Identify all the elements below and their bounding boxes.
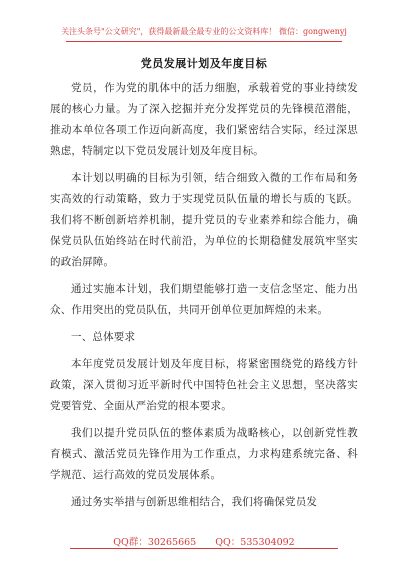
document-title: 党员发展计划及年度目标 xyxy=(140,57,268,70)
paragraph-measures: 通过务实举措与创新思维相结合，我们将确保党员发 xyxy=(71,496,318,508)
paragraph-plan: 本计划以明确的目标为引领，结合细致入微的工作布局和务实高效的行动策略，致力于实现党员队伍量的增长与质的飞跃。我们将不断创新培养机制，提升党员的专业素养和综合能力，确保党员队伍始终站在时代前沿，为单位的长期稳健发展筑牢坚实的政治屏障。 xyxy=(50,172,358,268)
document-body xyxy=(50,78,358,519)
footer-contact xyxy=(0,534,408,548)
footer-divider xyxy=(70,548,338,549)
footer-qq: QQ：535304092 xyxy=(215,537,295,548)
section-heading-general-requirements: 一、总体要求 xyxy=(71,331,136,343)
paragraph-strategy: 我们以提升党员队伍的整体素质为战略核心，以创新党性教育模式、激活党员先锋作用为工作重点，力求构建系统完备、科学规范、运行高效的党员发展体系。 xyxy=(50,427,358,481)
paragraph-intro: 党员，作为党的肌体中的活力细胞，承载着党的事业持续发展的核心力量。为了深入挖掘并充分发挥党员的先锋模范潜能，推动本单位各项工作迈向新高度，我们紧密结合实际，经过深思熟虑，特制定以下党员发展计划及年度目标。 xyxy=(50,82,358,157)
header-banner: 关注头条号"公文研究"，获得最新最全最专业的公文资料库！ 微信：gongwenyj xyxy=(61,27,347,36)
paragraph-expectation: 通过实施本计划，我们期望能够打造一支信念坚定、能力出众、作用突出的党员队伍，共同开创单位更加辉煌的未来。 xyxy=(50,283,358,316)
footer-qq-group: QQ群：30265665 xyxy=(113,537,197,548)
header-divider xyxy=(66,41,342,42)
paragraph-requirements: 本年度党员发展计划及年度目标，将紧密围绕党的路线方针政策，深入贯彻习近平新时代中国特色社会主义思想，坚决落实党要管党、全面从严治党的根本要求。 xyxy=(50,358,358,412)
